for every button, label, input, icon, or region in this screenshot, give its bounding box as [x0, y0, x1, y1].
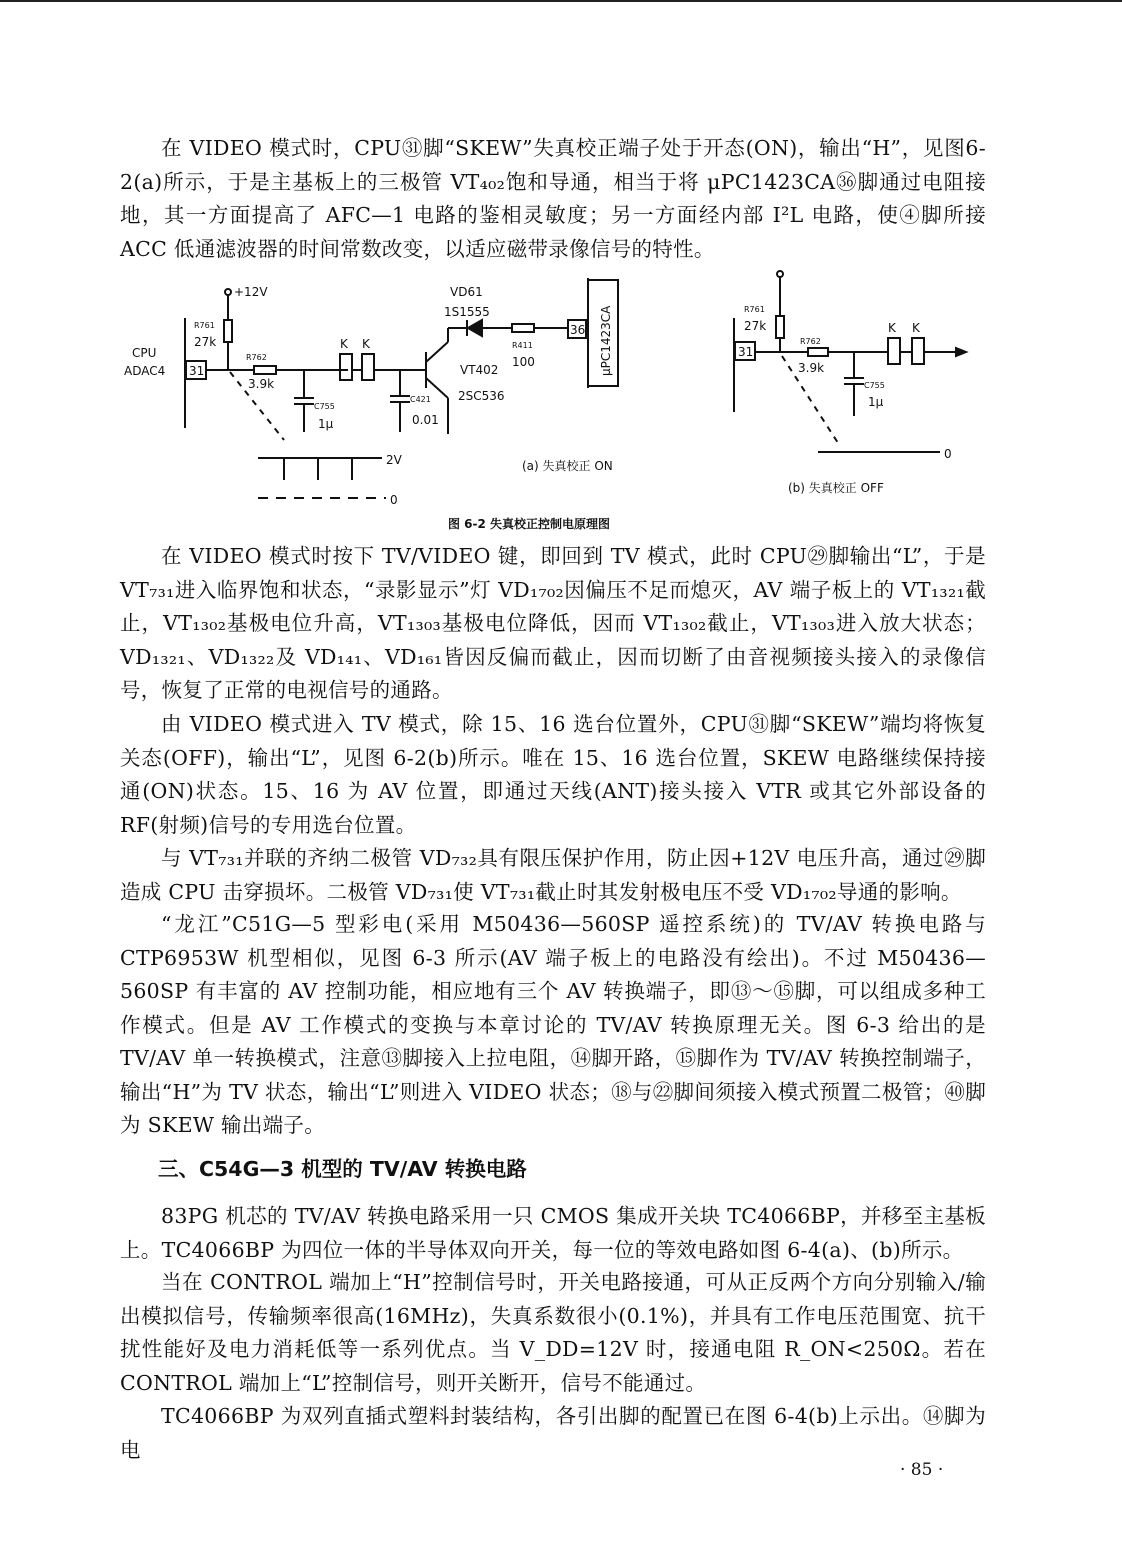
- c755-label: C755: [314, 402, 335, 411]
- b-r762-value: 3.9k: [798, 361, 825, 375]
- c421-value: 0.01: [412, 413, 439, 427]
- page-number: · 85 ·: [900, 1460, 944, 1480]
- r762-value: 3.9k: [248, 377, 275, 391]
- wave-low-label: 0: [390, 493, 398, 507]
- c421-label: C421: [410, 395, 431, 404]
- vt402-type: 2SC536: [458, 389, 505, 403]
- vd61-label: VD61: [450, 285, 483, 299]
- r761-label: R761: [194, 321, 215, 330]
- vd61-type: 1S1555: [444, 305, 490, 319]
- r411-value: 100: [512, 355, 535, 369]
- figure-caption: 图 6-2 失真校正控制电原理图: [448, 517, 611, 531]
- paragraph-2: 在 VIDEO 模式时按下 TV/VIDEO 键，即回到 TV 模式，此时 CPU㉙脚输出“L”，于是 VT₇₃₁进入临界饱和状态，“录影显示”灯 VD₁₇₀₂因偏压不足而熄灭，AV 端子板上的 VT₁₃₂₁截止，VT₁₃₀₂基极电位升高，VT₁₃₀₃基极电位降低，因而 VT₁₃₀₂截止，VT₁₃₀₃进入放大状态；VD₁₃₂₁、VD₁₃₂₂及 VD₁₄₁、VD₁₆₁皆因反偏而截止，因而切断了由音视频接头接入的录像信号，恢复了正常的电视信号的通路。: [120, 544, 986, 702]
- b-r761-label: R761: [744, 305, 765, 314]
- subcaption-b: (b) 失真校正 OFF: [788, 481, 884, 495]
- b-r762-label: R762: [800, 337, 821, 346]
- r411-label: R411: [512, 341, 533, 350]
- paragraph-7: 当在 CONTROL 端加上“H”控制信号时，开关电路接通，可从正反两个方向分别输入/输出模拟信号，传输频率很高(16MHz)，失真系数很小(0.1%)，并具有工作电压范围宽、抗干扰性能好及电力消耗低等一系列优点。当 V_DD=12V 时，接通电阻 R_ON<250Ω。若在 CONTROL 端加上“L”控制信号，则开关断开，信号不能通过。: [120, 1270, 986, 1395]
- b-k2-label: K: [912, 321, 920, 335]
- b-k1-label: K: [888, 321, 896, 335]
- paragraph-3: 由 VIDEO 模式进入 TV 模式，除 15、16 选台位置外，CPU㉛脚“SKEW”端均将恢复关态(OFF)，输出“L”，见图 6-2(b)所示。唯在 15、16 选台位置，SKEW 电路继续保持接通(ON)状态。15、16 为 AV 位置，即通过天线(ANT)接头接入 VTR 或其它外部设备的 RF(射频)信号的专用选台位置。: [120, 712, 986, 837]
- pin-31-label: 31: [189, 364, 205, 378]
- b-c755-label: C755: [864, 381, 885, 390]
- ic-pin-36-label: 36: [570, 323, 586, 337]
- cpu-label: CPU: [132, 346, 157, 360]
- b-r761-value: 27k: [744, 319, 767, 333]
- figure-6-2: [118, 268, 988, 538]
- wave-high-label: 2V: [386, 453, 402, 467]
- subcaption-a: (a) 失真校正 ON: [522, 459, 613, 473]
- circuit-diagram: [118, 268, 988, 538]
- b-c755-value: 1μ: [868, 395, 884, 409]
- paragraph-1: 在 VIDEO 模式时，CPU㉛脚“SKEW”失真校正端子处于开态(ON)，输出“H”，见图6-2(a)所示，于是主基板上的三极管 VT₄₀₂饱和导通，相当于将 μPC1423CA㊱脚通过电阻接地，其一方面提高了 AFC—1 电路的鉴相灵敏度；另一方面经内部 I²L 电路，使④脚所接 ACC 低通滤波器的时间常数改变，以适应磁带录像信号的特性。: [120, 136, 986, 261]
- top-rule: [0, 0, 1122, 2]
- paragraph-5: “龙江”C51G—5 型彩电(采用 M50436—560SP 遥控系统)的 TV/AV 转换电路与CTP6953W 机型相似，见图 6-3 所示(AV 端子板上的电路没有绘出)。不过 M50436—560SP 有丰富的 AV 控制功能，相应地有三个 AV 转换端子，即⑬～⑮脚，可以组成多种工作模式。但是 AV 工作模式的变换与本章讨论的 TV/AV 转换原理无关。图 6-3 给出的是 TV/AV 单一转换模式，注意⑬脚接入上拉电阻，⑭脚开路，⑮脚作为 TV/AV 转换控制端子，输出“H”为 TV 状态，输出“L”则进入 VIDEO 状态；⑱与㉒脚间须接入模式预置二极管；㊵脚为 SKEW 输出端子。: [120, 912, 986, 1137]
- ic-name-label: μPC1423CA: [599, 305, 613, 376]
- r761-value: 27k: [194, 335, 217, 349]
- k2-label: K: [362, 337, 370, 351]
- section-heading: 三、C54G—3 机型的 TV/AV 转换电路: [158, 1157, 527, 1181]
- paragraph-8: TC4066BP 为双列直插式塑料封装结构，各引出脚的配置已在图 6-4(b)上示出。⑭脚为电: [120, 1404, 986, 1462]
- cpu-model-label: ADAC4: [124, 364, 166, 378]
- c755-value: 1μ: [318, 417, 334, 431]
- paragraph-4: 与 VT₇₃₁并联的齐纳二极管 VD₇₃₂具有限压保护作用，防止因+12V 电压升高，通过㉙脚造成 CPU 击穿损坏。二极管 VD₇₃₁使 VT₇₃₁截止时其发射极电压不受 VD₁₇₀₂导通的影响。: [120, 846, 986, 904]
- b-wave-low-label: 0: [944, 447, 952, 461]
- k1-label: K: [340, 337, 348, 351]
- vt402-label: VT402: [460, 363, 499, 377]
- b-pin-31-label: 31: [738, 345, 754, 359]
- r762-label: R762: [246, 353, 267, 362]
- paragraph-6: 83PG 机芯的 TV/AV 转换电路采用一只 CMOS 集成开关块 TC4066BP，并移至主基板上。TC4066BP 为四位一体的半导体双向开关，每一位的等效电路如图 6-4(a)、(b)所示。: [120, 1204, 986, 1262]
- vcc-label: +12V: [234, 285, 268, 299]
